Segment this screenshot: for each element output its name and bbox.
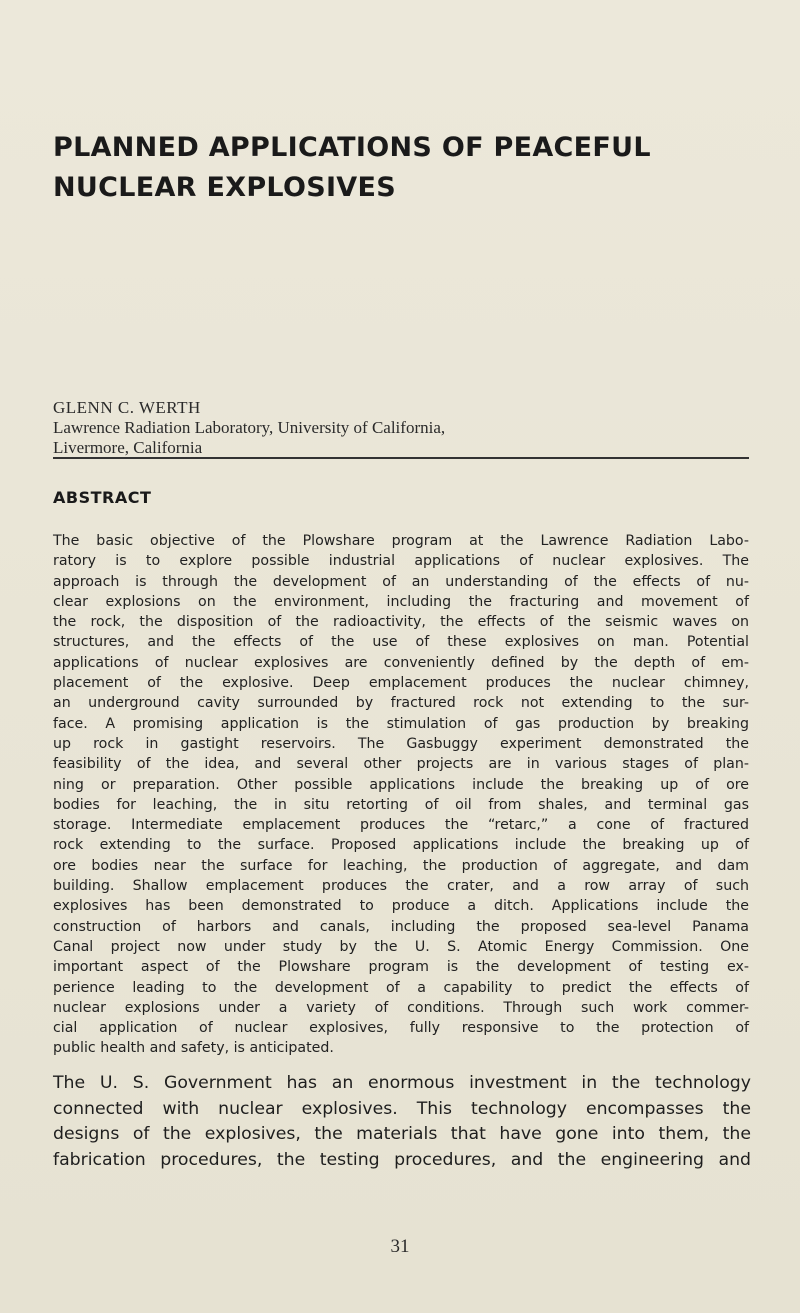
author-name: GLENN C. WERTH (53, 398, 201, 417)
title-line: PLANNED APPLICATIONS OF PEACEFUL (53, 132, 651, 163)
abstract-line: rock extending to the surface. Proposed applications include the breaking up of (53, 837, 749, 854)
abstract-line: bodies for leaching, the in situ retorting of oil from shales, and terminal gas (53, 796, 749, 813)
abstract-line: structures, and the effects of the use of these explosives on man. Potential (53, 634, 749, 651)
abstract-line: ning or preparation. Other possible applications include the breaking up of ore (53, 776, 749, 793)
body-line: The U. S. Government has an enormous investment in the technology (53, 1073, 751, 1093)
abstract-line: clear explosions on the environment, including the fracturing and movement of (53, 593, 749, 610)
abstract-line: face. A promising application is the stimulation of gas production by breaking (53, 715, 749, 732)
abstract-heading: ABSTRACT (53, 488, 152, 507)
abstract-line: public health and safety, is anticipated. (53, 1040, 334, 1057)
header-divider (53, 457, 749, 459)
abstract-line: the rock, the disposition of the radioactivity, the effects of the seismic waves on (53, 614, 749, 631)
abstract-line: building. Shallow emplacement produces the crater, and a row array of such (53, 878, 749, 895)
abstract-line: explosives has been demonstrated to produce a ditch. Applications include the (53, 898, 749, 915)
abstract-line: ratory is to explore possible industrial applications of nuclear explosives. The (53, 553, 749, 570)
author-affiliation-line: Livermore, California (53, 438, 203, 457)
title-line: NUCLEAR EXPLOSIVES (53, 172, 396, 203)
abstract-line: Canal project now under study by the U. S. Atomic Energy Commission. One (53, 938, 749, 955)
abstract-line: perience leading to the development of a capability to predict the effects of (53, 979, 749, 996)
abstract-line: storage. Intermediate emplacement produces the “retarc,” a cone of fractured (53, 817, 749, 834)
abstract-line: feasibility of the idea, and several other projects are in various stages of plan- (53, 756, 749, 773)
body-line: fabrication procedures, the testing procedures, and the engineering and (53, 1149, 751, 1170)
abstract-text (53, 531, 749, 1059)
body-line: designs of the explosives, the materials that have gone into them, the (53, 1124, 751, 1144)
paper-title (53, 128, 753, 208)
abstract-line: approach is through the development of an understanding of the effects of nu- (53, 573, 749, 590)
abstract-line: placement of the explosive. Deep emplacement produces the nuclear chimney, (53, 675, 749, 692)
body-paragraph (53, 1071, 751, 1173)
abstract-line: up rock in gastight reservoirs. The Gasbuggy experiment demonstrated the (53, 735, 749, 752)
abstract-line: applications of nuclear explosives are conveniently defined by the depth of em- (53, 654, 749, 671)
author-affiliation-line: Lawrence Radiation Laboratory, University of California, (53, 418, 446, 437)
abstract-line: construction of harbors and canals, including the proposed sea-level Panama (53, 918, 749, 935)
abstract-line: an underground cavity surrounded by fractured rock not extending to the sur- (53, 695, 749, 712)
abstract-line: cial application of nuclear explosives, fully responsive to the protection of (53, 1020, 749, 1037)
body-line: connected with nuclear explosives. This technology encompasses the (53, 1098, 751, 1119)
abstract-line: important aspect of the Plowshare program is the development of testing ex- (53, 959, 749, 976)
page-number: 31 (390, 1236, 410, 1257)
abstract-line: The basic objective of the Plowshare program at the Lawrence Radiation Labo- (53, 533, 749, 549)
abstract-line: ore bodies near the surface for leaching, the production of aggregate, and dam (53, 857, 749, 874)
abstract-line: nuclear explosions under a variety of conditions. Through such work commer- (53, 999, 749, 1016)
author-block (53, 398, 753, 458)
